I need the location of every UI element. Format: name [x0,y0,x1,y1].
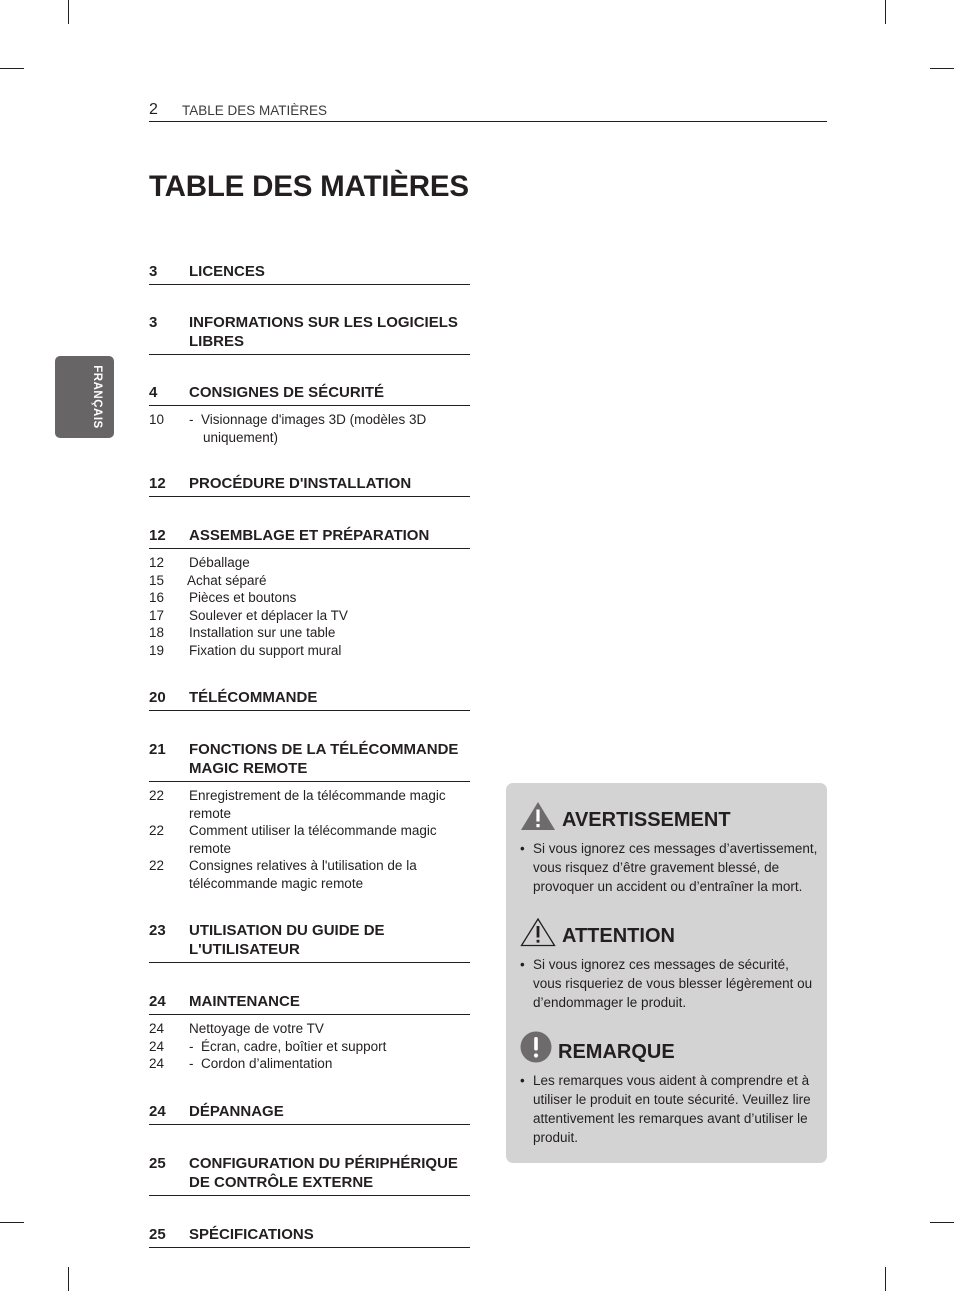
toc-section-title: SPÉCIFICATIONS [189,1225,314,1243]
toc-sub-page-number: 15 [149,572,165,588]
toc-sub-page-number: 24 [149,1056,165,1071]
warning-heading [520,797,731,831]
toc-page-number: 24 [149,993,166,1010]
running-title: TABLE DES MATIÈRES [182,103,328,118]
toc-subsection[interactable] [149,624,470,642]
toc-section-title: DÉPANNAGE [189,1102,284,1120]
toc-entry [149,262,470,285]
toc-subsection-title: Enregistrement de la télécommande magic remote [189,788,446,821]
toc-subsection-title: Consignes relatives à l'utilisation de la télécommande magic remote [189,858,417,891]
toc-section[interactable] [149,740,470,782]
toc-subsection-title: Comment utiliser la télécommande magic remote [189,823,437,856]
crop-mark [68,0,69,24]
toc-section-title: LICENCES [189,263,265,280]
toc-subsection-title: Soulever et déplacer la TV [189,607,348,623]
toc-section-title: CONSIGNES DE SÉCURITÉ [189,384,385,401]
toc-subsection-title: Nettoyage de votre TV [189,1021,324,1036]
toc-entry [149,992,470,1073]
toc-subsection[interactable] [149,857,470,892]
toc-subsection-title: Fixation du support mural [189,642,342,658]
toc-section[interactable] [149,921,470,963]
toc-section[interactable] [149,688,470,711]
warning-label: AVERTISSEMENT [562,809,731,831]
toc-section[interactable] [149,1225,470,1248]
caution-triangle-outline-icon [520,917,556,947]
toc-entry [149,526,470,659]
toc-section-title: FONCTIONS DE LA TÉLÉCOMMANDE MAGIC REMOTE [189,741,459,777]
note-text-content: Les remarques vous aident à comprendre et à utiliser le produit en toute sécurité. Veuillez lire attentivement les remarques avant d’utiliser le produit. [533,1073,811,1145]
crop-mark [930,68,954,69]
toc-page-number: 4 [149,384,158,401]
warning-text [520,839,820,896]
toc-subsection[interactable] [149,607,470,625]
toc-subsection[interactable] [149,1055,470,1073]
toc-sub-page-number: 19 [149,642,165,658]
toc-sub-page-number: 24 [149,1021,165,1036]
toc-section[interactable] [149,992,470,1015]
exclamation-circle-icon [520,1031,552,1063]
toc-page-number: 20 [149,689,166,706]
toc-sub-page-number: 22 [149,823,165,838]
toc-page-number: 23 [149,922,166,939]
toc-sub-page-number: 22 [149,788,165,803]
toc-subsection-title: - Cordon d’alimentation [189,1055,470,1073]
crop-mark [0,68,24,69]
table-of-contents [149,262,470,1248]
toc-page-number: 12 [149,527,166,544]
bullet: • [520,1073,525,1088]
toc-subsection[interactable] [149,1038,470,1056]
bullet: • [520,841,525,856]
toc-section[interactable] [149,474,470,497]
caution-heading [520,913,675,947]
toc-page-number: 24 [149,1102,166,1120]
toc-section[interactable] [149,526,470,549]
toc-subsection-title: - Écran, cadre, boîtier et support [189,1038,470,1056]
toc-section-title: TÉLÉCOMMANDE [189,689,318,706]
note-heading [520,1029,675,1063]
toc-sub-page-number: 24 [149,1038,165,1054]
toc-subsections [149,1015,470,1073]
toc-subsection-title: Installation sur une table [189,625,336,640]
toc-section-title: UTILISATION DU GUIDE DE L'UTILISATEUR [189,922,385,958]
toc-section-title: MAINTENANCE [189,993,300,1010]
toc-sub-page-number: 22 [149,858,165,873]
toc-sub-page-number: 16 [149,590,165,605]
toc-subsection-title: Déballage [189,555,250,570]
page-number: 2 [149,101,158,118]
toc-subsections [149,782,470,892]
toc-subsection-title: Pièces et boutons [189,590,297,605]
toc-page-number: 25 [149,1225,166,1243]
notice-box [506,783,827,1163]
toc-page-number: 21 [149,741,166,758]
toc-subsection[interactable] [149,1020,470,1038]
toc-sub-page-number: 17 [149,607,165,623]
toc-sub-page-number: 10 [149,412,165,427]
toc-subsection[interactable] [149,822,470,857]
caution-text-content: Si vous ignorez ces messages de sécurité, vous risqueriez de vous blesser légèrement ou d’endommager le produit. [533,957,813,1010]
toc-section[interactable] [149,313,470,355]
note-text [520,1071,820,1147]
page-header [149,100,827,122]
toc-page-number: 25 [149,1154,166,1172]
toc-subsection-title: - Visionnage d'images 3D (modèles 3D uniquement) [189,411,470,446]
crop-mark [0,1222,24,1223]
toc-page-number: 3 [149,263,158,280]
toc-sub-page-number: 12 [149,555,165,570]
toc-subsection[interactable] [149,411,470,446]
toc-subsection[interactable] [149,642,470,660]
caution-label: ATTENTION [562,925,675,947]
toc-subsection[interactable] [149,589,470,607]
toc-section[interactable] [149,383,470,406]
note-label: REMARQUE [558,1041,675,1063]
toc-entry [149,921,470,963]
toc-subsections [149,549,470,659]
crop-mark [885,1267,886,1291]
toc-sub-page-number: 18 [149,625,165,640]
language-tab-label: FRANÇAIS [91,365,103,429]
toc-entry [149,313,470,355]
warning-text-content: Si vous ignorez ces messages d’avertissement, vous risquez d’être gravement blessé, de provoquer un accident ou d’entraîner la mort. [533,841,818,894]
crop-mark [930,1222,954,1223]
toc-section-title: INFORMATIONS SUR LES LOGICIELS LIBRES [189,314,458,350]
toc-section[interactable] [149,1102,470,1125]
toc-entry [149,1225,470,1248]
toc-entry [149,1154,470,1196]
toc-page-number: 3 [149,314,158,331]
toc-section[interactable] [149,262,470,285]
toc-entry [149,474,470,497]
caution-text [520,955,820,1012]
toc-subsection[interactable] [149,554,470,572]
page-title: TABLE DES MATIÈRES [149,170,469,203]
toc-subsections [149,406,470,446]
crop-mark [885,0,886,24]
toc-entry [149,383,470,446]
toc-entry [149,688,470,711]
toc-subsection[interactable] [149,572,470,590]
warning-triangle-filled-icon [520,801,556,831]
bullet: • [520,957,525,972]
toc-page-number: 12 [149,475,166,492]
toc-section-title: PROCÉDURE D'INSTALLATION [189,475,412,492]
toc-subsection[interactable] [149,787,470,822]
toc-entry [149,1102,470,1125]
toc-section-title: ASSEMBLAGE ET PRÉPARATION [189,527,430,544]
crop-mark [68,1267,69,1291]
toc-entry [149,740,470,892]
toc-subsection-title: Achat séparé [187,572,267,588]
toc-section-title: CONFIGURATION DU PÉRIPHÉRIQUE DE CONTRÔLE EXTERNE [189,1154,458,1191]
language-tab [55,356,114,438]
toc-section[interactable] [149,1154,470,1196]
